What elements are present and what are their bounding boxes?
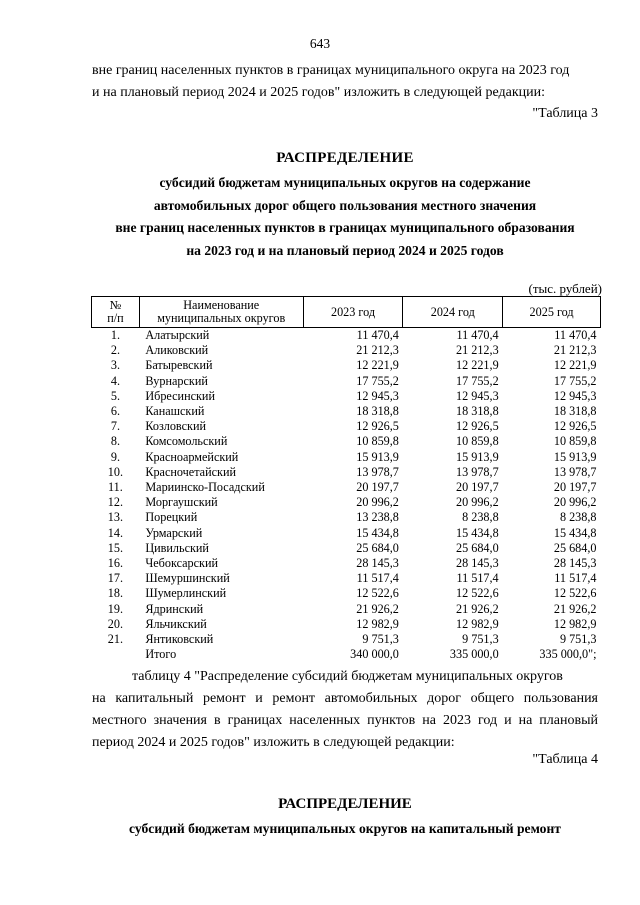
value-2025: 11 470,4 bbox=[554, 328, 597, 342]
table-row bbox=[92, 510, 601, 525]
value-2025: 11 517,4 bbox=[554, 571, 597, 586]
value-2023: 10 859,8 bbox=[356, 434, 399, 449]
row-number: 2. bbox=[110, 343, 120, 358]
header-name bbox=[139, 297, 303, 328]
municipality-name: Канашский bbox=[145, 404, 205, 419]
value-2023: 15 913,9 bbox=[356, 449, 399, 464]
value-2023: 12 221,9 bbox=[356, 358, 399, 373]
value-2023: 17 755,2 bbox=[356, 373, 399, 388]
table-4-subtitle: субсидий бюджетам муниципальных округов на капитальный ремонт bbox=[129, 821, 561, 836]
subsidy-table bbox=[91, 296, 601, 662]
value-2023: 11 470,4 bbox=[356, 328, 399, 342]
value-2023: 11 517,4 bbox=[356, 571, 399, 586]
value-2024: 8 238,8 bbox=[462, 510, 499, 525]
municipality-name: Янтиковский bbox=[145, 632, 214, 647]
municipality-name: Яльчикский bbox=[145, 616, 207, 631]
intro-line: вне границ населенных пунктов в границах муниципального округа на 2023 год bbox=[92, 63, 570, 78]
value-2023: 12 982,9 bbox=[356, 616, 399, 631]
paragraph-line: таблицу 4 "Распределение субсидий бюджетам муниципальных округов bbox=[132, 669, 563, 684]
municipality-name: Шумерлинский bbox=[145, 586, 227, 601]
value-2024: 25 684,0 bbox=[456, 540, 499, 555]
row-number: 16. bbox=[107, 556, 124, 571]
header-number-line1: № bbox=[109, 298, 122, 312]
municipality-name: Цивильский bbox=[145, 540, 209, 555]
value-2023: 21 212,3 bbox=[356, 343, 399, 358]
table-row bbox=[92, 617, 601, 632]
value-2024: 17 755,2 bbox=[456, 373, 499, 388]
value-2025: 8 238,8 bbox=[559, 510, 597, 525]
table-row bbox=[92, 602, 601, 617]
value-2023: 25 684,0 bbox=[356, 540, 399, 555]
header-2025: 2025 год bbox=[503, 297, 601, 328]
row-number: 20. bbox=[107, 616, 124, 631]
table-4-title: РАСПРЕДЕЛЕНИЕ bbox=[278, 796, 412, 812]
value-2025: 13 978,7 bbox=[553, 464, 597, 479]
value-2024: 12 221,9 bbox=[456, 358, 499, 373]
value-2023: 12 926,5 bbox=[356, 419, 399, 434]
municipality-name: Ядринский bbox=[145, 601, 204, 616]
value-2023: 12 522,6 bbox=[356, 586, 399, 601]
value-2025: 12 926,5 bbox=[553, 419, 597, 434]
value-2023: 13 978,7 bbox=[356, 464, 399, 479]
subtitle-line: вне границ населенных пунктов в границах муниципального образования bbox=[115, 220, 575, 235]
value-2025: 28 145,3 bbox=[553, 556, 597, 571]
table-row bbox=[92, 389, 601, 404]
table-row bbox=[92, 571, 601, 586]
row-number: 10. bbox=[107, 464, 124, 479]
intro-line: и на плановый период 2024 и 2025 годов" изложить в следующей редакции: bbox=[92, 85, 546, 100]
table-3-subtitle bbox=[92, 172, 598, 262]
value-2025: 20 996,2 bbox=[553, 495, 597, 510]
value-2025: 15 913,9 bbox=[553, 449, 597, 464]
row-number: 3. bbox=[110, 358, 120, 373]
municipality-name: Вурнарский bbox=[145, 373, 208, 388]
municipality-name: Красночетайский bbox=[145, 464, 236, 479]
table-3-title: РАСПРЕДЕЛЕНИЕ bbox=[276, 150, 414, 166]
value-2024: 13 978,7 bbox=[456, 464, 499, 479]
table-row bbox=[92, 450, 601, 465]
row-number: 12. bbox=[107, 495, 124, 510]
value-2024: 12 926,5 bbox=[456, 419, 499, 434]
subtitle-line: на 2023 год и на плановый период 2024 и 2025 годов bbox=[186, 242, 504, 258]
table-header-row bbox=[92, 297, 601, 328]
value-2024: 28 145,3 bbox=[456, 556, 499, 571]
value-2025: 10 859,8 bbox=[553, 434, 597, 449]
value-2024: 12 522,6 bbox=[456, 586, 499, 601]
row-number: 21. bbox=[107, 632, 124, 647]
municipality-name: Батыревский bbox=[145, 358, 213, 373]
table-total-row bbox=[92, 647, 601, 662]
table-row bbox=[92, 541, 601, 556]
row-number: 6. bbox=[110, 404, 120, 419]
table-row bbox=[92, 495, 601, 510]
value-2023: 13 238,8 bbox=[356, 510, 399, 525]
subtitle-line: субсидий бюджетам муниципальных округов на содержание bbox=[159, 175, 531, 190]
row-number: 15. bbox=[107, 540, 124, 555]
subtitle-line: автомобильных дорог общего пользования местного значения bbox=[153, 197, 537, 213]
municipality-name: Мариинско-Посадский bbox=[145, 480, 265, 495]
row-number: 9. bbox=[110, 449, 120, 464]
value-2025: 21 926,2 bbox=[553, 601, 597, 616]
municipality-name: Алатырский bbox=[145, 328, 210, 342]
table-row bbox=[92, 465, 601, 480]
table-4-reference: "Таблица 4 bbox=[532, 752, 598, 767]
value-2023: 20 996,2 bbox=[356, 495, 399, 510]
header-number-line2: п/п bbox=[107, 311, 124, 325]
value-2024: 21 926,2 bbox=[456, 601, 499, 616]
value-2024: 20 996,2 bbox=[456, 495, 499, 510]
table-row bbox=[92, 632, 601, 647]
table-row bbox=[92, 586, 601, 601]
value-2025: 9 751,3 bbox=[559, 632, 597, 647]
municipality-name: Порецкий bbox=[145, 510, 198, 525]
page-number: 643 bbox=[309, 36, 331, 51]
header-name-line1: Наименование bbox=[183, 298, 260, 312]
value-2025: 15 434,8 bbox=[553, 525, 597, 540]
value-2025: 335 000,0"; bbox=[539, 647, 597, 662]
paragraph-line: на капитальный ремонт и ремонт автомобильных дорог общего пользования bbox=[92, 691, 598, 706]
row-number: 5. bbox=[110, 388, 120, 403]
row-number: 18. bbox=[107, 586, 124, 601]
table-row bbox=[92, 404, 601, 419]
municipality-name: Урмарский bbox=[145, 525, 203, 540]
municipality-name: Шемуршинский bbox=[145, 571, 230, 586]
value-2023: 340 000,0 bbox=[350, 647, 399, 662]
row-number: 8. bbox=[110, 434, 120, 449]
table-row bbox=[92, 343, 601, 358]
table-row bbox=[92, 358, 601, 373]
header-name-line2: муниципальных округов bbox=[157, 311, 286, 325]
value-2023: 9 751,3 bbox=[362, 632, 399, 647]
value-2024: 10 859,8 bbox=[456, 434, 499, 449]
municipality-name: Ибресинский bbox=[145, 388, 215, 403]
header-2024: 2024 год bbox=[403, 297, 503, 328]
value-2024: 11 517,4 bbox=[456, 571, 499, 586]
value-2025: 12 982,9 bbox=[553, 616, 597, 631]
paragraph-table-4 bbox=[92, 666, 598, 754]
value-2024: 9 751,3 bbox=[462, 632, 499, 647]
municipality-name: Комсомольский bbox=[145, 434, 228, 449]
value-2024: 335 000,0 bbox=[449, 647, 499, 662]
row-number: 7. bbox=[110, 419, 120, 434]
row-number bbox=[92, 647, 140, 662]
value-2025: 21 212,3 bbox=[553, 343, 597, 358]
paragraph-line: период 2024 и 2025 годов" изложить в следующей редакции: bbox=[92, 735, 455, 750]
value-2024: 18 318,8 bbox=[456, 404, 499, 419]
value-2023: 18 318,8 bbox=[356, 404, 399, 419]
value-2023: 21 926,2 bbox=[356, 601, 399, 616]
value-2024: 12 945,3 bbox=[456, 388, 499, 403]
value-2025: 25 684,0 bbox=[553, 540, 597, 555]
row-number: 11. bbox=[108, 480, 123, 495]
table-row bbox=[92, 419, 601, 434]
municipality-name: Аликовский bbox=[145, 343, 209, 358]
municipality-name: Чебоксарский bbox=[145, 556, 219, 571]
units-label: (тыс. рублей) bbox=[528, 281, 602, 296]
table-row bbox=[92, 328, 601, 344]
row-number: 19. bbox=[107, 601, 124, 616]
table-row bbox=[92, 526, 601, 541]
value-2024: 12 982,9 bbox=[456, 616, 499, 631]
value-2025: 12 221,9 bbox=[553, 358, 597, 373]
municipality-name: Козловский bbox=[145, 419, 206, 434]
row-number: 4. bbox=[110, 373, 120, 388]
value-2025: 12 522,6 bbox=[553, 586, 597, 601]
table-row bbox=[92, 374, 601, 389]
value-2024: 15 913,9 bbox=[456, 449, 499, 464]
municipality-name: Красноармейский bbox=[145, 449, 239, 464]
value-2024: 21 212,3 bbox=[456, 343, 499, 358]
value-2024: 20 197,7 bbox=[456, 480, 499, 495]
value-2025: 20 197,7 bbox=[553, 480, 597, 495]
row-number: 1. bbox=[110, 328, 120, 342]
table-row bbox=[92, 434, 601, 449]
value-2025: 17 755,2 bbox=[553, 373, 597, 388]
table-row bbox=[92, 556, 601, 571]
value-2023: 20 197,7 bbox=[356, 480, 399, 495]
row-number: 17. bbox=[107, 571, 124, 586]
intro-paragraph bbox=[92, 60, 598, 104]
header-number bbox=[92, 297, 140, 328]
value-2023: 15 434,8 bbox=[356, 525, 399, 540]
value-2023: 12 945,3 bbox=[356, 388, 399, 403]
table-3-reference: "Таблица 3 bbox=[532, 106, 598, 121]
value-2025: 18 318,8 bbox=[553, 404, 597, 419]
value-2024: 15 434,8 bbox=[456, 525, 499, 540]
header-2023: 2023 год bbox=[303, 297, 403, 328]
row-number: 13. bbox=[107, 510, 124, 525]
table-row bbox=[92, 480, 601, 495]
value-2024: 11 470,4 bbox=[456, 328, 499, 342]
paragraph-line: местного значения в границах населенных пунктов на 2023 год и на плановый bbox=[92, 713, 598, 728]
municipality-name: Моргаушский bbox=[145, 495, 218, 510]
municipality-name: Итого bbox=[145, 647, 177, 662]
value-2023: 28 145,3 bbox=[356, 556, 399, 571]
value-2025: 12 945,3 bbox=[553, 388, 597, 403]
row-number: 14. bbox=[107, 525, 124, 540]
